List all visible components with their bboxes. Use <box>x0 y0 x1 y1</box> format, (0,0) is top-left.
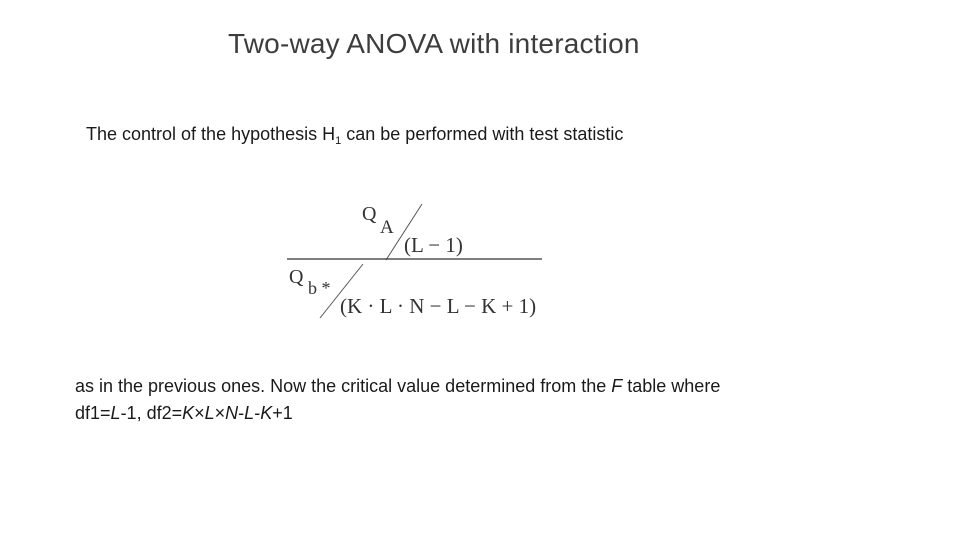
times-sign: × <box>214 403 226 423</box>
numerator-divisor: (L − 1) <box>404 233 463 257</box>
df2-L2-symbol: L <box>244 403 255 423</box>
df2-label: -1, df2= <box>120 403 183 423</box>
conclusion-line-1 <box>75 373 895 400</box>
test-statistic-formula <box>280 196 560 326</box>
conclusion-paragraph <box>75 373 895 427</box>
intro-text-start: The control of the hypothesis H <box>86 124 336 144</box>
df2-K-symbol: K <box>182 403 195 423</box>
df1-label: df1= <box>75 403 111 423</box>
conclusion-line-2 <box>75 400 895 427</box>
formula-graphic <box>280 196 560 326</box>
f-symbol: F <box>611 376 623 396</box>
denominator-symbol: Q <box>289 266 304 288</box>
minus-sign: - <box>238 403 245 423</box>
hypothesis-subscript: 1 <box>335 135 342 147</box>
numerator-symbol: Q <box>362 203 377 225</box>
df2-K2-symbol: K <box>260 403 273 423</box>
df2-L-symbol: L <box>204 403 215 423</box>
slide-title: Two-way ANOVA with interaction <box>228 28 640 59</box>
times-sign: × <box>194 403 205 423</box>
plus-one: +1 <box>272 403 293 423</box>
conclusion-text: as in the previous ones. Now the critical value determined from the <box>75 376 612 396</box>
df1-L-symbol: L <box>110 403 121 423</box>
numerator-subscript: A <box>380 217 394 238</box>
denominator-divisor: (K · L · N − L − K + 1) <box>340 294 537 318</box>
intro-text-end: can be performed with test statistic <box>341 124 624 144</box>
conclusion-text-end: table where <box>622 376 721 396</box>
minus-sign: - <box>254 403 261 423</box>
denominator-subscript: b * <box>308 278 331 298</box>
intro-paragraph <box>86 124 623 145</box>
df2-N-symbol: N <box>225 403 239 423</box>
